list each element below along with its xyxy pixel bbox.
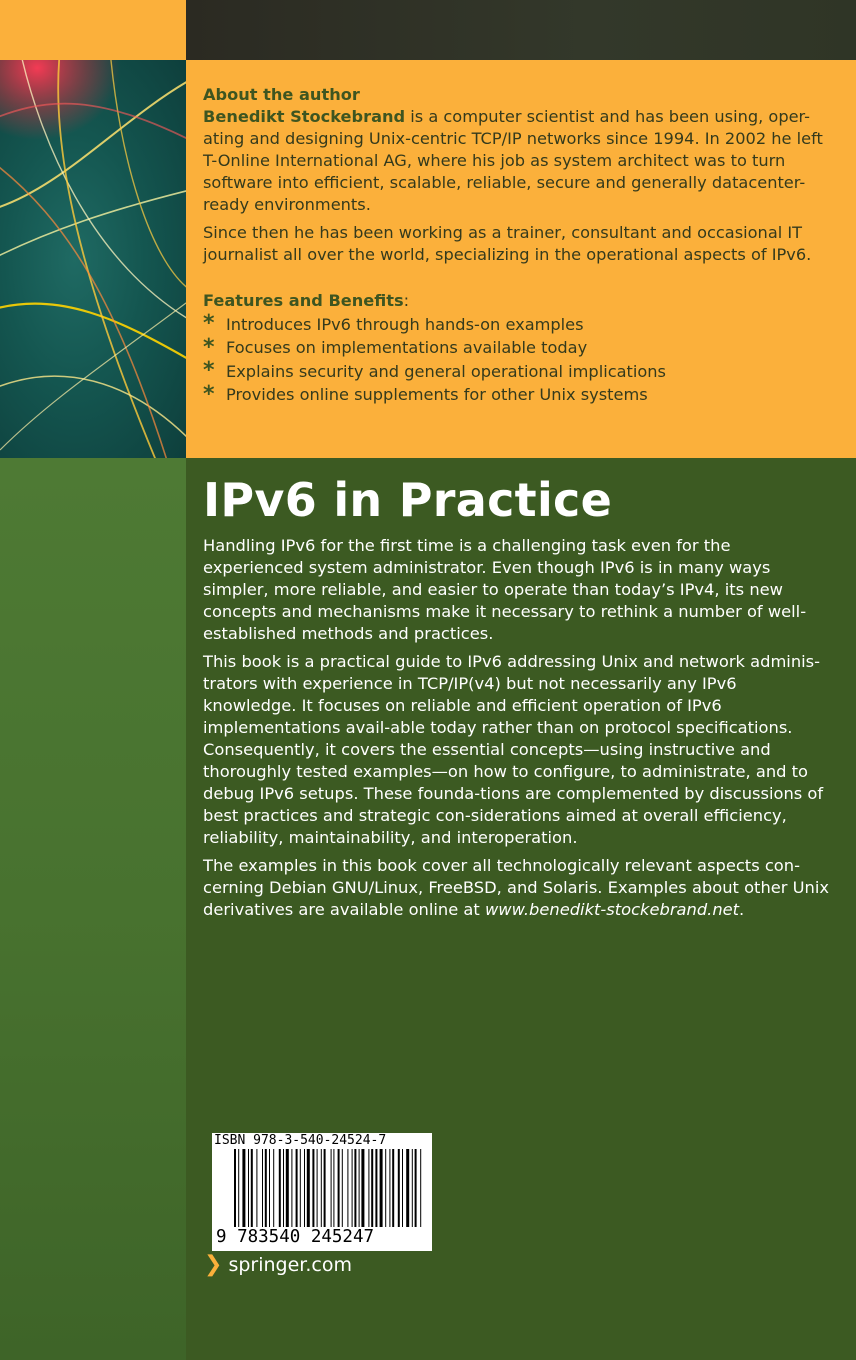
paragraph-3-text: The examples in this book cover all technologically relevant aspects con-cerning Debian GNU/Linux, FreeBSD, and Solaris. Examples about other Unix derivatives are available online at: [203, 856, 830, 919]
isbn-barcode: [212, 1133, 432, 1251]
features-heading-colon: :: [403, 291, 410, 310]
feature-text: Focuses on implementations available today: [226, 338, 588, 357]
about-author-heading: About the author: [203, 85, 360, 104]
list-item: [203, 383, 833, 407]
feature-text: Introduces IPv6 through hands-on examples: [226, 314, 584, 334]
cover-art-image: [0, 60, 186, 458]
feature-text: Provides online supplements for other Unix systems: [226, 385, 648, 404]
publisher-site: springer.com: [228, 1254, 352, 1276]
author-bio-2: Since then he has been working as a trainer, consultant and occasional IT journalist all over the world, specializing in the operational aspects of IPv6.: [203, 223, 812, 264]
isbn-label: ISBN 978-3-540-24524-7: [214, 1133, 387, 1148]
top-dark-band: [186, 0, 856, 60]
author-bio-1: [203, 106, 833, 216]
left-green-strip: [0, 458, 186, 1360]
author-website-link[interactable]: www.benedikt-stockebrand.net: [484, 900, 740, 919]
feature-text: Explains security and general operational implications: [226, 361, 666, 381]
list-item: [203, 313, 833, 337]
asterisk-bullet-icon: *: [203, 381, 215, 407]
publisher-link[interactable]: [204, 1253, 352, 1277]
asterisk-bullet-icon: *: [203, 334, 215, 360]
chevron-right-icon: ❯: [204, 1252, 223, 1277]
book-description: [203, 535, 833, 927]
author-name: Benedikt Stockebrand: [203, 107, 406, 126]
top-left-orange-block: [0, 0, 186, 60]
about-author-section: [203, 84, 833, 272]
asterisk-bullet-icon: *: [203, 311, 215, 337]
book-title: IPv6 in Practice: [203, 473, 613, 527]
paragraph-3-end: .: [739, 900, 745, 919]
barcode-bars: [212, 1147, 432, 1233]
list-item: [203, 360, 833, 384]
features-section: [203, 289, 833, 407]
barcode-digits: 9 783540 245247: [216, 1227, 375, 1247]
features-heading-row: [203, 289, 833, 313]
asterisk-bullet-icon: *: [203, 358, 215, 384]
description-paragraph-3: [203, 855, 833, 921]
author-bio-1-text: is a computer scientist and has been using, oper-ating and designing Unix-centric TCP/IP networks since 1994. In 2002 he left T-Online International AG, where his job as system architect was to turn software into efficient, scalable, reliable, secure and generally datacenter-ready environments.: [203, 107, 823, 214]
list-item: [203, 336, 833, 360]
description-paragraph-1: Handling IPv6 for the first time is a challenging task even for the experienced system administrator. Even though IPv6 is in many ways simpler, more reliable, and easier to operate than today’s IPv4, its new concepts and mechanisms make it necessary to rethink a number of well-established methods and practices.: [203, 536, 807, 643]
features-list: [203, 313, 833, 407]
features-heading: Features and Benefits: [203, 291, 404, 310]
description-paragraph-2: This book is a practical guide to IPv6 addressing Unix and network adminis-trators with experience in TCP/IP(v4) but not necessarily any IPv6 knowledge. It focuses on reliable and efficient operation of IPv6 implementations avail-able today rather than on protocol specifications. Consequently, it covers the essential concepts—using instructive and thoroughly tested examples—on how to configure, to administrate, and to debug IPv6 setups. These founda-tions are complemented by discussions of best practices and strategic con-siderations aimed at overall efficiency, reliability, maintainability, and interoperation.: [203, 652, 824, 847]
